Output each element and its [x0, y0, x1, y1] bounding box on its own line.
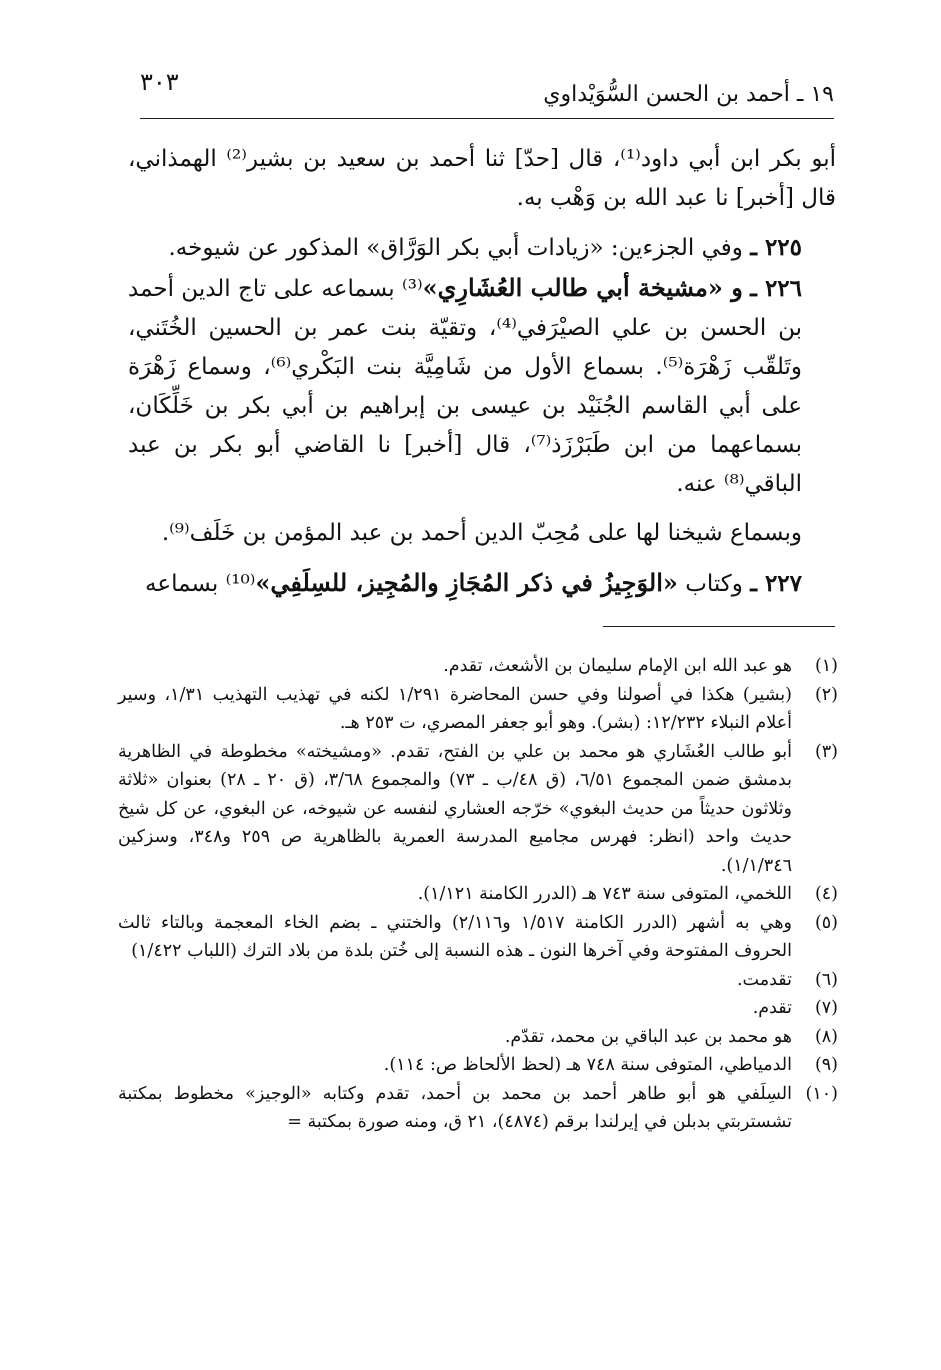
footnote-text: أبو طالب العُشَاري هو محمد بن علي بن الفتح، تقدم. «ومشيخته» مخطوطة في الظاهرية بدمشق ضمن المجموع ٦/٥١، (ق ٤٨/ب ـ ٧٣) والمجموع ٣/٦٨، (ق ٢٠ ـ ٢٨) بعنوان «ثلاثة وثلاثون حديثاً من حديث البغوي» خرّجه العشاري لنفسه عن شيوخه، عن البغوي، عن كل شيخ حديث واحد (انظر: فهرس مجاميع المدرسة العمرية بالظاهرية ص ٢٥٩ و٣٤٨، وسزكين ١/١/٣٤٦). [118, 741, 793, 876]
footnote [118, 966, 838, 995]
entry-number: ٢٢٦ ـ [750, 275, 802, 302]
main-text [128, 140, 836, 604]
footnote [118, 909, 838, 966]
entry-227 [128, 563, 836, 604]
footnote-mark: (٨) [814, 1026, 838, 1047]
footnote [118, 1080, 838, 1137]
footnote-mark: (٦) [814, 969, 838, 990]
entry-text: وفي الجزءين: «زيادات أبي بكر الوَرَّاق» المذكور عن شيوخه. [168, 235, 743, 261]
paragraph-shaykh: وبسماع شيخنا لها على مُحِبّ الدين أحمد بن عبد المؤمن بن خَلَف⁽⁹⁾. [161, 520, 802, 546]
footnote [118, 681, 838, 738]
footnote-mark: (٤) [814, 884, 838, 904]
footnote [118, 738, 838, 881]
entry-title: و «مشيخة أبي طالب العُشَارِي» [422, 273, 743, 302]
entry-226 [128, 268, 836, 504]
entry-title: «الوَجِيزُ في ذكر المُجَازِ والمُجِيز، للسِلَفِي» [255, 568, 678, 597]
footnote [118, 1023, 838, 1052]
footnote-text: تقدمت. [736, 969, 792, 990]
header-rule [140, 118, 834, 119]
entry-text: ⁽³⁾ بسماعه على تاج الدين أحمد بن الحسن بن علي الصيْرَفي⁽⁴⁾، وتقيّة بنت عمر بن الحسين الخُتَني، وتَلقّب زَهْرَة⁽⁵⁾. بسماع الأول من شَامِيَّة بنت البَكْري⁽⁶⁾، وسماع زَهْرَة على أبي القاسم الجُنَيْد بن عيسى بن إبراهيم بن أبي بكر بن خَلِّكَان، بسماعهما من ابن طَبَرْزَذ⁽⁷⁾، قال [أخبر] نا القاضي أبو بكر بن عبد الباقي⁽⁸⁾ عنه. [128, 276, 803, 497]
footnote [118, 994, 838, 1023]
page-number: ٣٠٣ [140, 68, 179, 96]
paragraph-continuation: أبو بكر ابن أبي داود⁽¹⁾، قال [حدّ] ثنا أحمد بن سعيد بن بشير⁽²⁾ الهمذاني، قال [أخبر] نا عبد الله بن وَهْب به. [128, 146, 836, 211]
footnote-mark: (٥) [814, 912, 838, 933]
entry-prefix: وكتاب [685, 571, 743, 597]
footnote-text: الدمياطي، المتوفى سنة ٧٤٨ هـ (لحظ الألحاظ ص: ١١٤). [383, 1055, 792, 1075]
footnote-mark: (١٠) [805, 1083, 838, 1104]
footnote [118, 1051, 838, 1080]
footnote-text: وهي به أشهر (الدرر الكامنة ١/٥١٧ و٢/١١٦) والختني ـ بضم الخاء المعجمة وبالتاء ثالث الحروف المفتوحة وفي آخرها النون ـ هذه النسبة إلى خُتن بلدة من بلاد الترك (اللباب ١/٤٢٢) [118, 912, 792, 961]
running-title: ١٩ ـ أحمد بن الحسن السُّوَيْداوي [543, 82, 834, 107]
entry-225 [128, 228, 836, 268]
footnote-rule [603, 626, 835, 627]
entry-text: ⁽¹⁰⁾ بسماعه [145, 571, 256, 597]
footnote-text: (بشير) هكذا في أصولنا وفي حسن المحاضرة ١/٢٩١ لكنه في تهذيب التهذيب ١/٣١، وسير أعلام النبلاء ١٢/٢٣٢: (بشر). وهو أبو جعفر المصري، ت ٢٥٣ هـ. [118, 684, 792, 733]
footnote-mark: (١) [814, 656, 838, 676]
footnote-text: تقدم. [752, 998, 792, 1018]
footnote-text: اللخمي، المتوفى سنة ٧٤٣ هـ (الدرر الكامنة ١/١٢١). [417, 884, 792, 904]
footnote-mark: (٩) [814, 1055, 838, 1075]
entry-number: ٢٢٧ ـ [750, 570, 802, 597]
page-header [140, 62, 834, 122]
footnote-text: السِلَفي هو أبو طاهر أحمد بن محمد بن أحمد، تقدم وكتابه «الوجيز» مخطوط بمكتبة تشستربتي بدبلن في إيرلندا برقم (٤٨٧٤)، ٢١ ق، ومنه صورة بمكتبة = [118, 1083, 792, 1132]
footnote-mark: (٢) [814, 684, 838, 705]
footnote [118, 652, 838, 681]
footnote-mark: (٣) [814, 741, 838, 762]
footnote [118, 880, 838, 909]
footnote-text: هو محمد بن عبد الباقي بن محمد، تقدّم. [504, 1026, 792, 1047]
footnote-mark: (٧) [814, 998, 838, 1018]
footnotes [118, 652, 838, 1137]
footnote-text: هو عبد الله ابن الإمام سليمان بن الأشعث، تقدم. [443, 656, 792, 676]
entry-number: ٢٢٥ ـ [750, 234, 802, 261]
